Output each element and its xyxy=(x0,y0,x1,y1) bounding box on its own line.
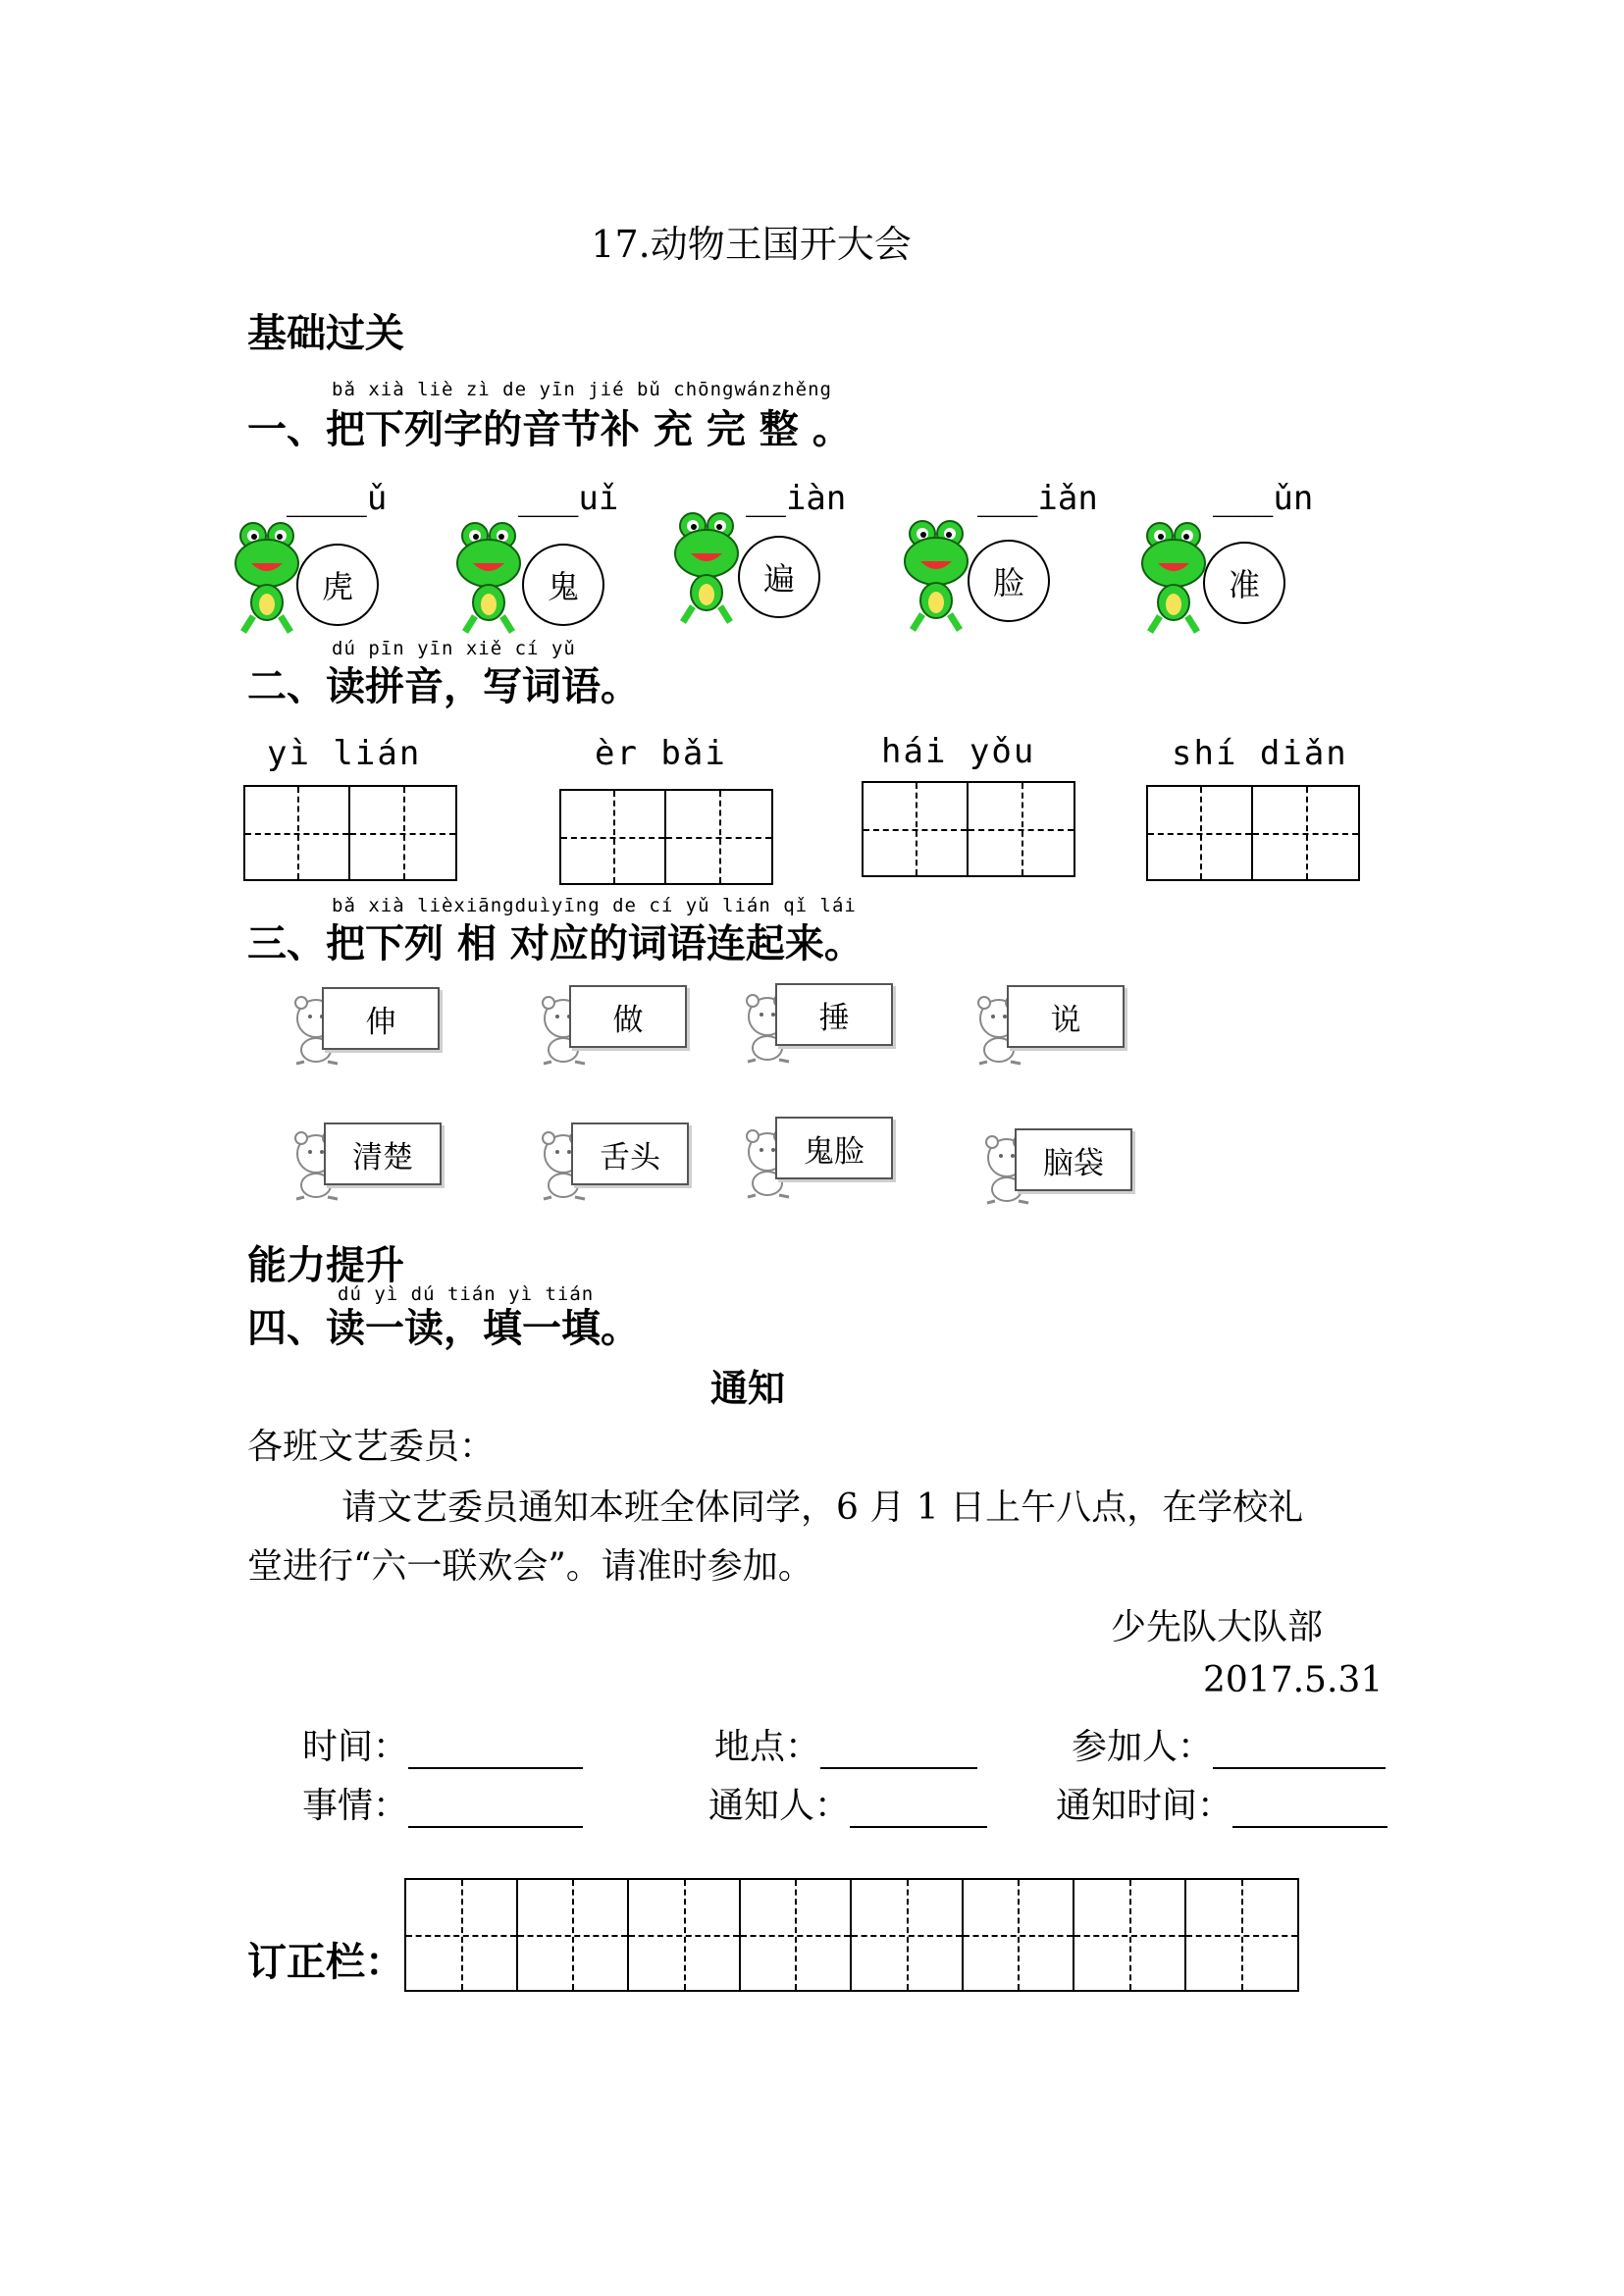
notice-body-line2: 堂进行“六一联欢会”。请准时参加。 xyxy=(247,1546,813,1587)
syllable-blank-5[interactable]: ___ǔn xyxy=(1213,479,1314,518)
q3-pinyin: bǎ xià lièxiāngduìyīng de cí yǔ lián qǐ lái xyxy=(332,895,857,916)
field-matter: 事情： xyxy=(302,1778,583,1828)
char-circle-4: 脸 xyxy=(968,540,1050,622)
section-advanced: 能力提升 xyxy=(247,1243,404,1288)
q1-pinyin: bǎ xià liè zì de yīn jié bǔ chōngwánzhěng xyxy=(332,379,832,400)
matter-blank[interactable] xyxy=(408,1785,583,1828)
participants-blank[interactable] xyxy=(1213,1726,1386,1769)
frog-icon xyxy=(232,518,302,636)
tianzige-grid-1[interactable] xyxy=(243,785,457,881)
field-time: 时间： xyxy=(302,1719,583,1769)
word-card-清楚[interactable]: 清楚 xyxy=(324,1122,442,1185)
frog-icon xyxy=(453,518,524,636)
section-basic: 基础过关 xyxy=(247,311,404,356)
word-pinyin-4: shí diǎn xyxy=(1172,734,1348,773)
notice-body-line1: 请文艺委员通知本班全体同学，6 月 1 日上午八点，在学校礼 xyxy=(341,1487,1304,1528)
notice-title: 通知 xyxy=(710,1367,786,1410)
q1-label: 一、把下列字的音节补 充 完 整 。 xyxy=(247,407,852,452)
word-card-做[interactable]: 做 xyxy=(569,985,687,1048)
word-card-鬼脸[interactable]: 鬼脸 xyxy=(775,1117,893,1179)
word-card-脑袋[interactable]: 脑袋 xyxy=(1015,1128,1132,1191)
word-pinyin-1: yì lián xyxy=(267,734,422,773)
notice-date: 2017.5.31 xyxy=(1203,1660,1384,1700)
syllable-blank-3[interactable]: __iàn xyxy=(746,479,847,518)
field-notify-time: 通知时间： xyxy=(1056,1778,1388,1828)
char-circle-1: 虎 xyxy=(296,544,379,626)
notify-time-blank[interactable] xyxy=(1232,1785,1388,1828)
word-card-伸[interactable]: 伸 xyxy=(322,987,440,1050)
word-card-捶[interactable]: 捶 xyxy=(775,983,893,1046)
frog-icon xyxy=(671,508,742,626)
q4-pinyin: dú yì dú tián yì tián xyxy=(338,1283,595,1305)
notifier-blank[interactable] xyxy=(850,1785,987,1828)
place-blank[interactable] xyxy=(820,1726,977,1769)
syllable-blank-4[interactable]: ___iǎn xyxy=(977,479,1098,518)
word-card-说[interactable]: 说 xyxy=(1007,985,1125,1048)
notice-salutation: 各班文艺委员： xyxy=(247,1427,496,1467)
correction-grid[interactable] xyxy=(404,1878,1299,1992)
word-card-舌头[interactable]: 舌头 xyxy=(571,1122,689,1185)
frog-icon xyxy=(1138,518,1209,636)
field-place: 地点： xyxy=(714,1719,977,1769)
word-pinyin-3: hái yǒu xyxy=(881,732,1036,771)
tianzige-grid-2[interactable] xyxy=(559,789,773,885)
field-notifier: 通知人： xyxy=(708,1778,987,1828)
correction-label: 订正栏： xyxy=(247,1940,404,1985)
q4-label: 四、读一读，填一填。 xyxy=(247,1306,640,1351)
char-circle-3: 遍 xyxy=(738,536,820,618)
field-participants: 参加人： xyxy=(1072,1719,1386,1769)
char-circle-5: 准 xyxy=(1203,542,1285,624)
page-title: 17.动物王国开大会 xyxy=(591,223,912,266)
tianzige-grid-4[interactable] xyxy=(1146,785,1360,881)
q3-label: 三、把下列 相 对应的词语连起来。 xyxy=(247,921,864,966)
tianzige-grid-3[interactable] xyxy=(862,781,1075,877)
q2-label: 二、读拼音，写词语。 xyxy=(247,664,640,709)
char-circle-2: 鬼 xyxy=(522,544,604,626)
q2-pinyin: dú pīn yīn xiě cí yǔ xyxy=(332,638,576,659)
time-blank[interactable] xyxy=(408,1726,583,1769)
syllable-blank-1[interactable]: ____ǔ xyxy=(287,479,388,518)
frog-icon xyxy=(901,516,971,634)
word-pinyin-2: èr bǎi xyxy=(595,734,727,773)
notice-signature: 少先队大队部 xyxy=(1111,1607,1324,1647)
syllable-blank-2[interactable]: ___uǐ xyxy=(518,479,619,518)
